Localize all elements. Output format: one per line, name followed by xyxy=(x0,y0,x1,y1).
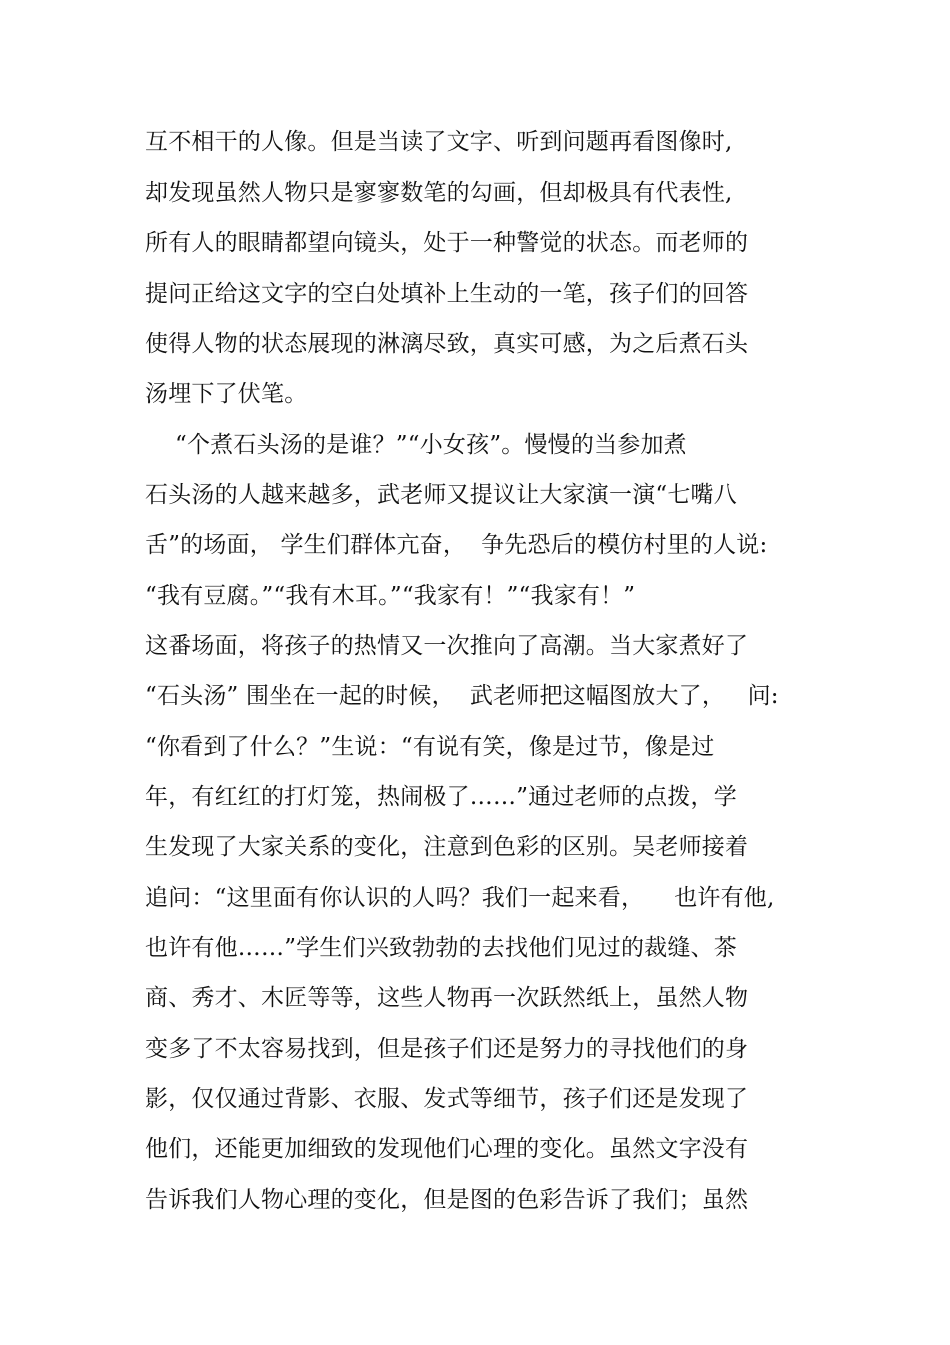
text-line: 他们，还能更加细致的发现他们心理的变化。虽然文字没有 xyxy=(145,1136,749,1162)
text-line: 互不相干的人像。但是当读了文字、听到问题再看图像时, xyxy=(145,129,733,155)
text-line: 石头汤的人越来越多，武老师又提议让大家演一演“七嘴八 xyxy=(145,482,737,508)
text-line: “我有豆腐。”“我有木耳。”“我家有！”“我家有！” xyxy=(145,583,636,609)
text-line: 这番场面，将孩子的热情又一次推向了高潮。当大家煮好了 xyxy=(145,633,749,659)
text-line: 影，仅仅通过背影、衣服、发式等细节，孩子们还是发现了 xyxy=(145,1086,749,1112)
text-line: 所有人的眼睛都望向镜头，处于一种警觉的状态。而老师的 xyxy=(145,230,749,256)
text-line: 却发现虽然人物只是寥寥数笔的勾画，但却极具有代表性, xyxy=(145,180,733,206)
text-line: 追问：“这里面有你认识的人吗？我们一起来看， 也许有他, xyxy=(145,885,775,911)
text-line: “个煮石头汤的是谁？”“小女孩”。慢慢的当参加煮 xyxy=(145,432,687,458)
text-line: 生发现了大家关系的变化，注意到色彩的区别。吴老师接着 xyxy=(145,834,749,860)
text-line: 告诉我们人物心理的变化，但是图的色彩告诉了我们；虽然 xyxy=(145,1187,749,1213)
text-line: 变多了不太容易找到，但是孩子们还是努力的寻找他们的身 xyxy=(145,1036,749,1062)
text-line: “你看到了什么？”生说：“有说有笑，像是过节，像是过 xyxy=(145,734,715,760)
text-line: 年，有红红的打灯笼，热闹极了……”通过老师的点拨，学 xyxy=(145,784,737,810)
text-line: 使得人物的状态展现的淋漓尽致，真实可感，为之后煮石头 xyxy=(145,331,749,357)
text-line: 提问正给这文字的空白处填补上生动的一笔，孩子们的回答 xyxy=(145,281,749,307)
text-line: 也许有他……”学生们兴致勃勃的去找他们见过的裁缝、茶 xyxy=(145,935,737,961)
text-line: 舌”的场面， 学生们群体亢奋， 争先恐后的模仿村里的人说: xyxy=(145,532,768,558)
text-line: “石头汤” 围坐在一起的时候， 武老师把这幅图放大了， 问: xyxy=(145,683,779,709)
text-line: 商、秀才、木匠等等，这些人物再一次跃然纸上，虽然人物 xyxy=(145,985,749,1011)
text-line: 汤埋下了伏笔。 xyxy=(145,381,308,407)
